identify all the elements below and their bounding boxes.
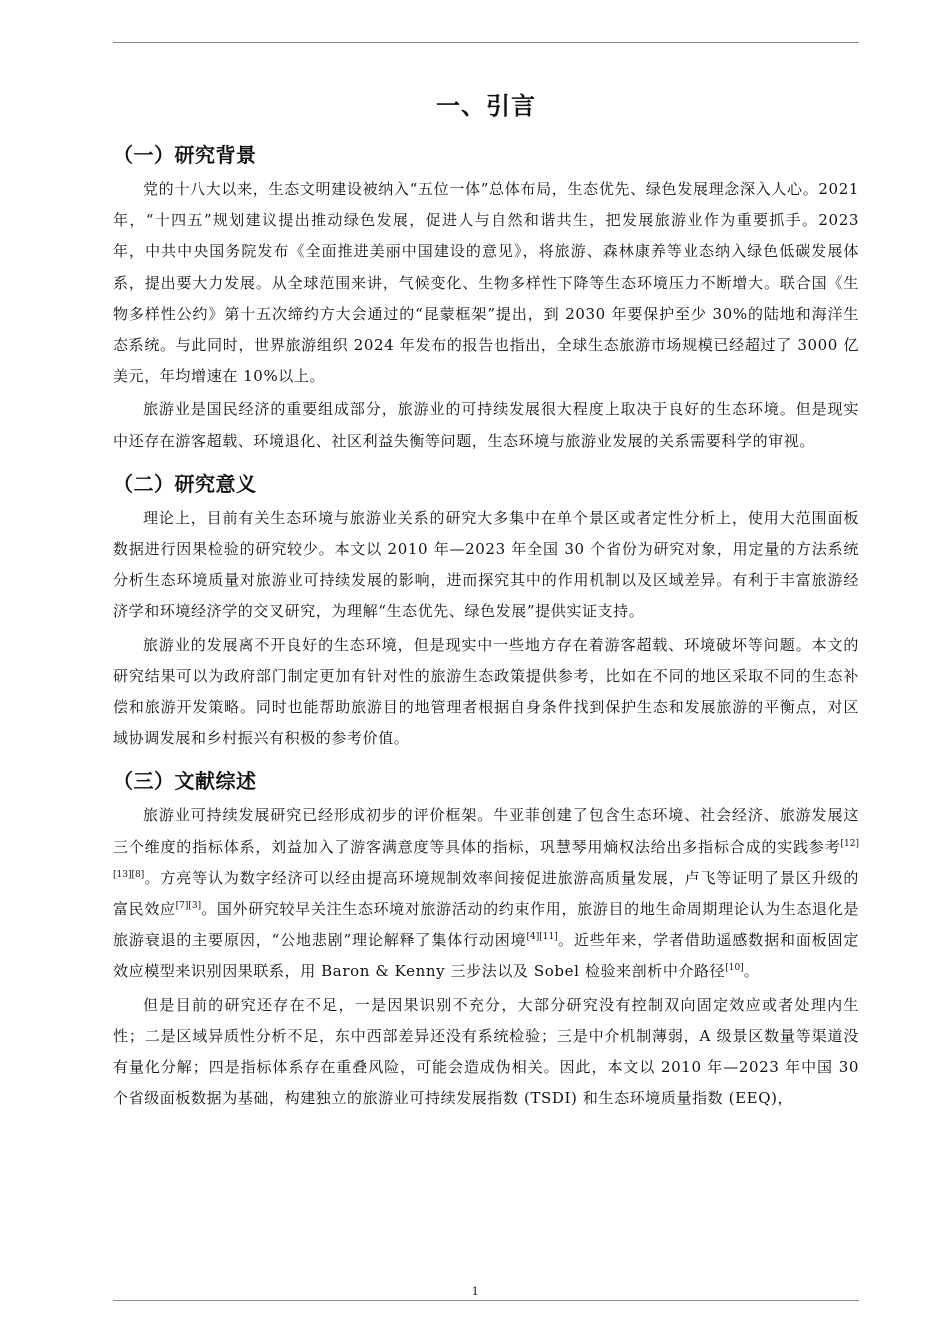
page-number: 1 — [471, 1283, 479, 1298]
body-paragraph — [113, 800, 859, 987]
paragraph-text: 但是目前的研究还存在不足，一是因果识别不充分，大部分研究没有控制双向固定效应或者处理内生性；二是区域异质性分析不足，东中西部差异还没有系统检验；三是中介机制薄弱，A 级景区数量等渠道没有量化分解；四是指标体系存在重叠风险，可能会造成伪相关。因此，本文以 2010 年—2023 年中国 30 个省级面板数据为基础，构建独立的旅游业可持续发展指数 (TSDI) 和生态环境质量指数 (EEQ)， — [113, 995, 859, 1108]
citation-marker: [12][13][8] — [113, 838, 859, 880]
paragraph-text: 理论上，目前有关生态环境与旅游业关系的研究大多集中在单个景区或者定性分析上，使用大范围面板数据进行因果检验的研究较少。本文以 2010 年—2023 年全国 30 个省份为研究对象，用定量的方法系统分析生态环境质量对旅游业可持续发展的影响，进而探究其中的作用机制以及区域差异。有利于丰富旅游经济学和环境经济学的交叉研究，为理解“生态优先、绿色发展”提供实证支持。 — [113, 508, 859, 621]
paragraph-text: 。 — [743, 962, 760, 981]
citation-marker: [7][3] — [175, 901, 202, 912]
body-paragraph — [113, 503, 859, 628]
body-paragraph — [113, 990, 859, 1115]
paragraph-text: 。国外研究较早关注生态环境对旅游活动的约束作用，旅游目的地生命周期理论认为生态退化是旅游衰退的主要原因，“公地悲剧”理论解释了集体行动困境 — [113, 900, 859, 950]
section-heading: （三）文献综述 — [113, 769, 257, 794]
header-rule — [113, 42, 859, 43]
section-heading: （一）研究背景 — [113, 143, 257, 167]
paragraph-text: 。近些年来，学者借助遥感数据和面板固定效应模型来识别因果联系，用 Baron & Kenny 三步法以及 Sobel 检验来剖析中介路径 — [113, 931, 859, 981]
body-paragraph — [113, 630, 859, 755]
section-heading: （二）研究意义 — [113, 471, 257, 496]
paragraph-text: 旅游业的发展离不开良好的生态环境，但是现实中一些地方存在着游客超载、环境破坏等问题。本文的研究结果可以为政府部门制定更加有针对性的旅游生态政策提供参考，比如在不同的地区采取不同的生态补偿和旅游开发策略。同时也能帮助旅游目的地管理者根据自身条件找到保护生态和发展旅游的平衡点，对区域协调发展和乡村振兴有积极的参考价值。 — [113, 635, 859, 748]
page-content — [113, 88, 859, 1116]
paragraph-text: 党的十八大以来，生态文明建设被纳入“五位一体”总体布局，生态优先、绿色发展理念深入人心。2021 年，“十四五”规划建议提出推动绿色发展，促进人与自然和谐共生，把发展旅游业作为重要抓手。2023 年，中共中央国务院发布《全面推进美丽中国建设的意见》，将旅游、森林康养等业态纳入绿色低碳发展体系，提出要大力发展。从全球范围来讲，气候变化、生物多样性下降等生态环境压力不断增大。联合国《生物多样性公约》第十五次缔约方大会通过的“昆蒙框架”提出，到 2030 年要保护至少 30%的陆地和海洋生态系统。与此同时，世界旅游组织 2024 年发布的报告也指出，全球生态旅游市场规模已经超过了 3000 亿美元，年均增速在 10%以上。 — [113, 180, 859, 386]
citation-marker: [10] — [725, 963, 744, 974]
paragraph-text: 旅游业可持续发展研究已经形成初步的评价框架。牛亚菲创建了包含生态环境、社会经济、旅游发展这三个维度的指标体系，刘益加入了游客满意度等具体的指标，巩慧琴用熵权法给出多指标合成的实践参考 — [113, 806, 859, 856]
paragraph-text: 旅游业是国民经济的重要组成部分，旅游业的可持续发展很大程度上取决于良好的生态环境。但是现实中还存在游客超载、环境退化、社区利益失衡等问题，生态环境与旅游业发展的关系需要科学的审视。 — [113, 400, 859, 450]
body-paragraph — [113, 174, 859, 392]
footer-rule — [113, 1300, 859, 1301]
chapter-heading: 一、引言 — [436, 92, 536, 120]
body-paragraph — [113, 394, 859, 456]
paragraph-text: 。方亮等认为数字经济可以经由提高环境规制效率间接促进旅游高质量发展，卢飞等证明了景区升级的富民效应 — [113, 868, 859, 919]
citation-marker: [4][11] — [526, 932, 558, 943]
